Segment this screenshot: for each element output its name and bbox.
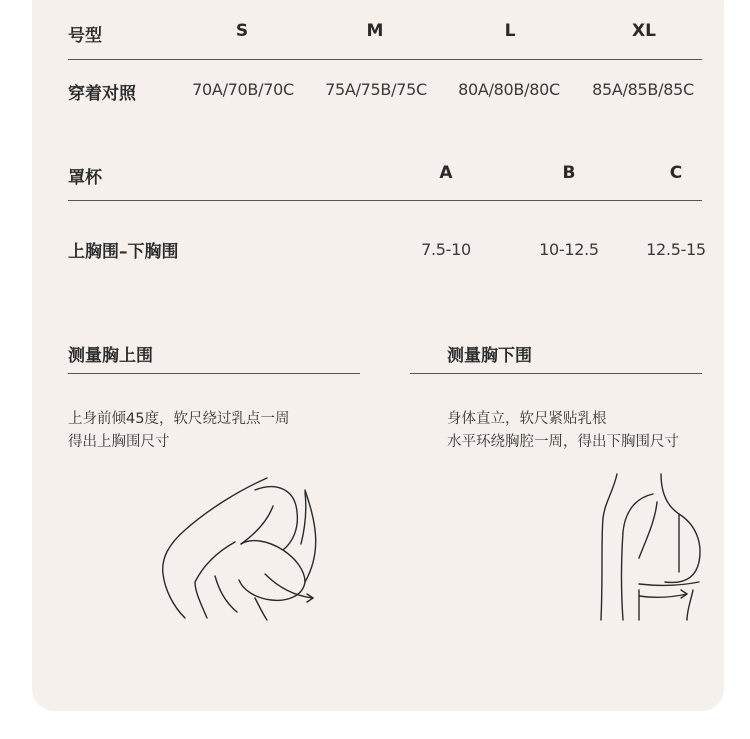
measure-lower-desc-line2: 水平环绕胸腔一周，得出下胸围尺寸 xyxy=(447,434,679,450)
measure-lower-divider xyxy=(410,373,702,374)
cup-c-value: 12.5-15 xyxy=(646,240,706,259)
size-s: S xyxy=(235,21,249,41)
size-l-value: 80A/80B/80C xyxy=(458,80,560,99)
measure-upper-title: 测量胸上围 xyxy=(68,346,153,366)
wear-reference-label: 穿着对照 xyxy=(68,84,136,104)
size-xl: XL xyxy=(632,21,656,41)
size-s-value: 70A/70B/70C xyxy=(192,80,294,99)
size-m: M xyxy=(366,21,384,41)
size-table-divider xyxy=(68,59,702,60)
measure-upper-divider xyxy=(68,373,360,374)
cup-b: B xyxy=(562,163,576,183)
measure-upper-desc-line1: 上身前倾45度，软尺绕过乳点一周 xyxy=(68,411,290,427)
cup-b-value: 10-12.5 xyxy=(539,240,599,259)
cup-header-label: 罩杯 xyxy=(68,168,102,188)
underbust-measurement-illustration xyxy=(595,472,710,622)
size-header-label: 号型 xyxy=(68,26,102,46)
cup-a-value: 7.5-10 xyxy=(421,240,471,259)
size-l: L xyxy=(504,21,516,41)
size-xl-value: 85A/85B/85C xyxy=(592,80,694,99)
bust-measurement-illustration xyxy=(155,470,325,625)
cup-table-divider xyxy=(68,200,702,201)
bust-difference-label: 上胸围–下胸围 xyxy=(68,242,179,262)
measure-lower-title: 测量胸下围 xyxy=(447,346,532,366)
size-m-value: 75A/75B/75C xyxy=(325,80,427,99)
cup-c: C xyxy=(669,163,683,183)
measure-lower-desc-line1: 身体直立，软尺紧贴乳根 xyxy=(447,411,607,427)
cup-a: A xyxy=(439,163,453,183)
measure-upper-desc-line2: 得出上胸围尺寸 xyxy=(68,434,170,450)
